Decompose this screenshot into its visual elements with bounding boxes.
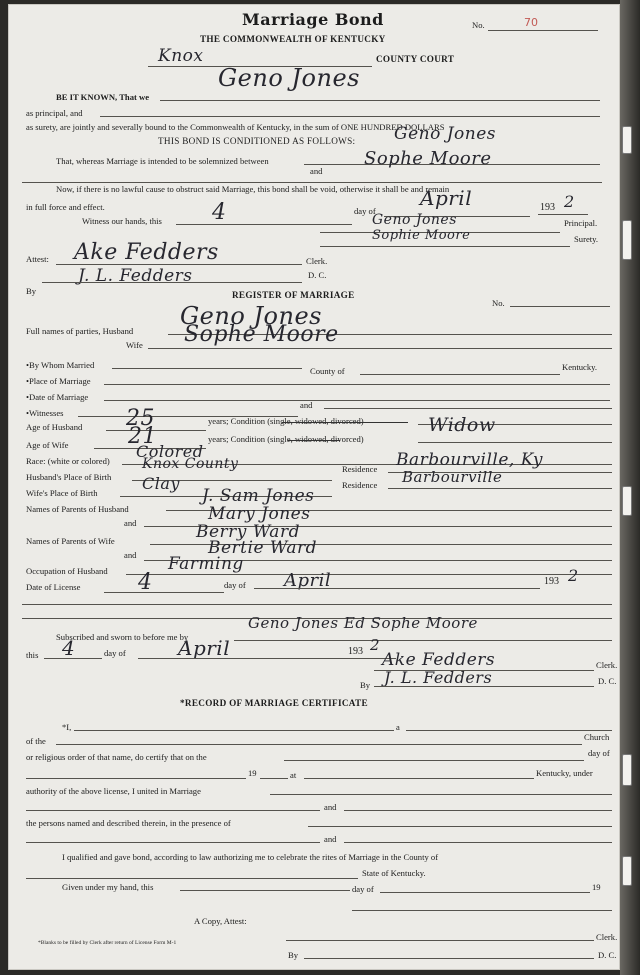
county-handwritten: Knox xyxy=(158,46,204,66)
cert-nineteen: 19 xyxy=(248,768,257,778)
condition-wife: years; Condition (single, widowed, divorced) xyxy=(208,434,364,444)
surety-label: Surety. xyxy=(574,234,599,244)
year-prefix: 193 xyxy=(540,202,555,213)
cert-copy-attest: A Copy, Attest: xyxy=(194,916,247,926)
sub-day-hw: 4 xyxy=(62,636,76,660)
cert-given-19: 19 xyxy=(592,882,601,892)
bond-number: 70 xyxy=(524,16,538,29)
full-force-text: in full force and effect. xyxy=(26,202,105,212)
clerk-sig-hw: Ake Fedders xyxy=(74,240,219,265)
age-wife-label: Age of Wife xyxy=(26,440,69,450)
register-clerk-hw: Ake Fedders xyxy=(382,650,496,670)
license-day-hw: 4 xyxy=(138,570,153,595)
dc-sig-hw: J. L. Fedders xyxy=(78,266,193,286)
cert-qualified: I qualified and gave bond, according to law authorizing me to celebrate the rites of Marriage in the County of xyxy=(62,852,439,862)
marriage-bond-form xyxy=(8,4,620,970)
age-husband-label: Age of Husband xyxy=(26,422,83,432)
wife-label: Wife xyxy=(126,340,143,350)
full-names-label: Full names of parties, Husband xyxy=(26,326,134,336)
certificate-heading: *RECORD OF MARRIAGE CERTIFICATE xyxy=(180,698,368,708)
parents-wife-and: and xyxy=(124,550,137,560)
residence-label-h: Residence xyxy=(342,464,378,474)
witnesses-and: and xyxy=(300,400,313,410)
parents-husband-2-hw: Mary Jones xyxy=(208,504,311,524)
cert-by-label: By xyxy=(288,950,299,960)
license-year-prefix: 193 xyxy=(544,576,559,587)
this-label: this xyxy=(26,650,39,660)
principal-sig-hw: Geno Jones xyxy=(372,212,457,228)
cert-day-of: day of xyxy=(588,748,610,758)
dc-label: D. C. xyxy=(308,270,327,280)
cert-i-label: *I, xyxy=(62,722,72,732)
kentucky-label: Kentucky. xyxy=(562,362,597,372)
parents-husband-and: and xyxy=(124,518,137,528)
principal-name-hw: Geno Jones xyxy=(218,64,360,92)
cert-ky-under: Kentucky, under xyxy=(536,768,593,778)
binder-tab xyxy=(622,856,632,886)
be-it-known: BE IT KNOWN, That we xyxy=(56,92,150,102)
cert-state: State of Kentucky. xyxy=(362,868,426,878)
license-day-of: day of xyxy=(224,580,246,590)
cert-footnote: *Blanks to be filled by Clerk after return of License Form M-1 xyxy=(38,940,177,946)
register-heading: REGISTER OF MARRIAGE xyxy=(232,290,355,300)
parents-wife-2-hw: Bertie Ward xyxy=(208,538,318,558)
register-by-label: By xyxy=(360,680,371,690)
sub-year-hw: 2 xyxy=(370,636,381,654)
husband-residence-hw: Barbourville, Ky xyxy=(396,450,543,470)
principal-label: Principal. xyxy=(564,218,598,228)
register-clerk-label: Clerk. xyxy=(596,660,618,670)
age-wife-hw: 21 xyxy=(128,424,157,449)
and-label: and xyxy=(310,166,323,176)
witness-day-hw: 4 xyxy=(212,200,227,225)
bond-no-label: No. xyxy=(472,20,485,30)
cert-authority: authority of the above license, I united in Marriage xyxy=(26,786,201,796)
husband-birth-hw: Knox County xyxy=(142,456,239,472)
binder-tab xyxy=(622,754,632,786)
age-husband-hw: 25 xyxy=(126,406,155,431)
day-of-label: day of xyxy=(354,206,376,216)
commonwealth-heading: THE COMMONWEALTH OF KENTUCKY xyxy=(200,34,386,44)
husband-birth-label: Husband's Place of Birth xyxy=(26,472,112,482)
wife-birth-hw: Clay xyxy=(142,474,180,493)
cert-and-2: and xyxy=(324,834,337,844)
by-whom-label: •By Whom Married xyxy=(26,360,95,370)
condition-wife-hw: Widow xyxy=(428,414,496,436)
residence-label-w: Residence xyxy=(342,480,378,490)
sub-year-prefix: 193 xyxy=(348,646,363,657)
parents-wife-label: Names of Parents of Wife xyxy=(26,536,115,546)
surety-text: as surety, are jointly and severally bound to the Commonwealth of Kentucky, in the sum of ONE HUNDRED DOLLARS xyxy=(26,122,445,132)
date-label: •Date of Marriage xyxy=(26,392,89,402)
occupation-hw: Farming xyxy=(168,554,244,574)
wife-name-hw: Sophe Moore xyxy=(184,322,339,347)
condition-husband: years; Condition (single, widowed, divorced) xyxy=(208,416,364,426)
occupation-label: Occupation of Husband xyxy=(26,566,108,576)
race-label: Race: (white or colored) xyxy=(26,456,110,466)
cert-religious: or religious order of that name, do certify that on the xyxy=(26,752,207,762)
cert-given-day-of: day of xyxy=(352,884,374,894)
cert-church: Church xyxy=(584,732,610,742)
parents-wife-1-hw: Berry Ward xyxy=(196,522,300,542)
register-no-label: No. xyxy=(492,298,505,308)
party2-hw: Sophe Moore xyxy=(364,148,492,169)
license-month-hw: April xyxy=(284,570,332,591)
cert-given: Given under my hand, this xyxy=(62,882,154,892)
cert-a-label: a xyxy=(396,722,400,732)
by-label: By xyxy=(26,286,37,296)
subscribed-label: Subscribed and sworn to before me by xyxy=(56,632,189,642)
cert-dc-label: D. C. xyxy=(598,950,617,960)
form-title: Marriage Bond xyxy=(242,10,384,29)
cert-at: at xyxy=(290,770,297,780)
parents-husband-label: Names of Parents of Husband xyxy=(26,504,129,514)
register-dc-label: D. C. xyxy=(598,676,617,686)
register-dc-hw: J. L. Fedders xyxy=(384,668,493,687)
wife-birth-label: Wife's Place of Birth xyxy=(26,488,98,498)
clerk-label: Clerk. xyxy=(306,256,328,266)
cert-persons: the persons named and described therein, in the presence of xyxy=(26,818,231,828)
surety-sig-hw: Sophie Moore xyxy=(372,228,471,243)
witnesses-label: •Witnesses xyxy=(26,408,64,418)
cert-of-the: of the xyxy=(26,736,46,746)
sub-day-of: day of xyxy=(104,648,126,658)
county-court-label: COUNTY COURT xyxy=(376,54,455,64)
witness-month-hw: April xyxy=(420,186,473,210)
parents-husband-1-hw: J. Sam Jones xyxy=(202,486,315,506)
subscribed-hw: Geno Jones Ed Sophe Moore xyxy=(248,614,478,632)
cert-and-1: and xyxy=(324,802,337,812)
binder-tab xyxy=(622,220,632,260)
place-label: •Place of Marriage xyxy=(26,376,91,386)
county-of-label: County of xyxy=(310,366,345,376)
party1-hw: Geno Jones xyxy=(394,124,497,144)
witness-year-hw: 2 xyxy=(564,192,575,211)
as-principal: as principal, and xyxy=(26,108,83,118)
conditioned-heading: THIS BOND IS CONDITIONED AS FOLLOWS: xyxy=(158,136,356,146)
wife-residence-hw: Barbourville xyxy=(402,468,503,486)
binder-tab xyxy=(622,486,632,516)
whereas-text: That, whereas Marriage is intended to be solemnized between xyxy=(56,156,269,166)
cert-clerk-label: Clerk. xyxy=(596,932,618,942)
race-hw: Colored xyxy=(136,442,204,461)
binder-tab xyxy=(622,126,632,154)
sub-month-hw: April xyxy=(178,636,231,660)
now-if-text: Now, if there is no lawful cause to obstruct said Marriage, this bond shall be void, otherwise it shall be and remain xyxy=(56,184,450,194)
attest-label: Attest: xyxy=(26,254,49,264)
license-year-hw: 2 xyxy=(568,566,579,585)
witness-text: Witness our hands, this xyxy=(82,216,162,226)
date-license-label: Date of License xyxy=(26,582,81,592)
husband-name-hw: Geno Jones xyxy=(180,302,322,330)
